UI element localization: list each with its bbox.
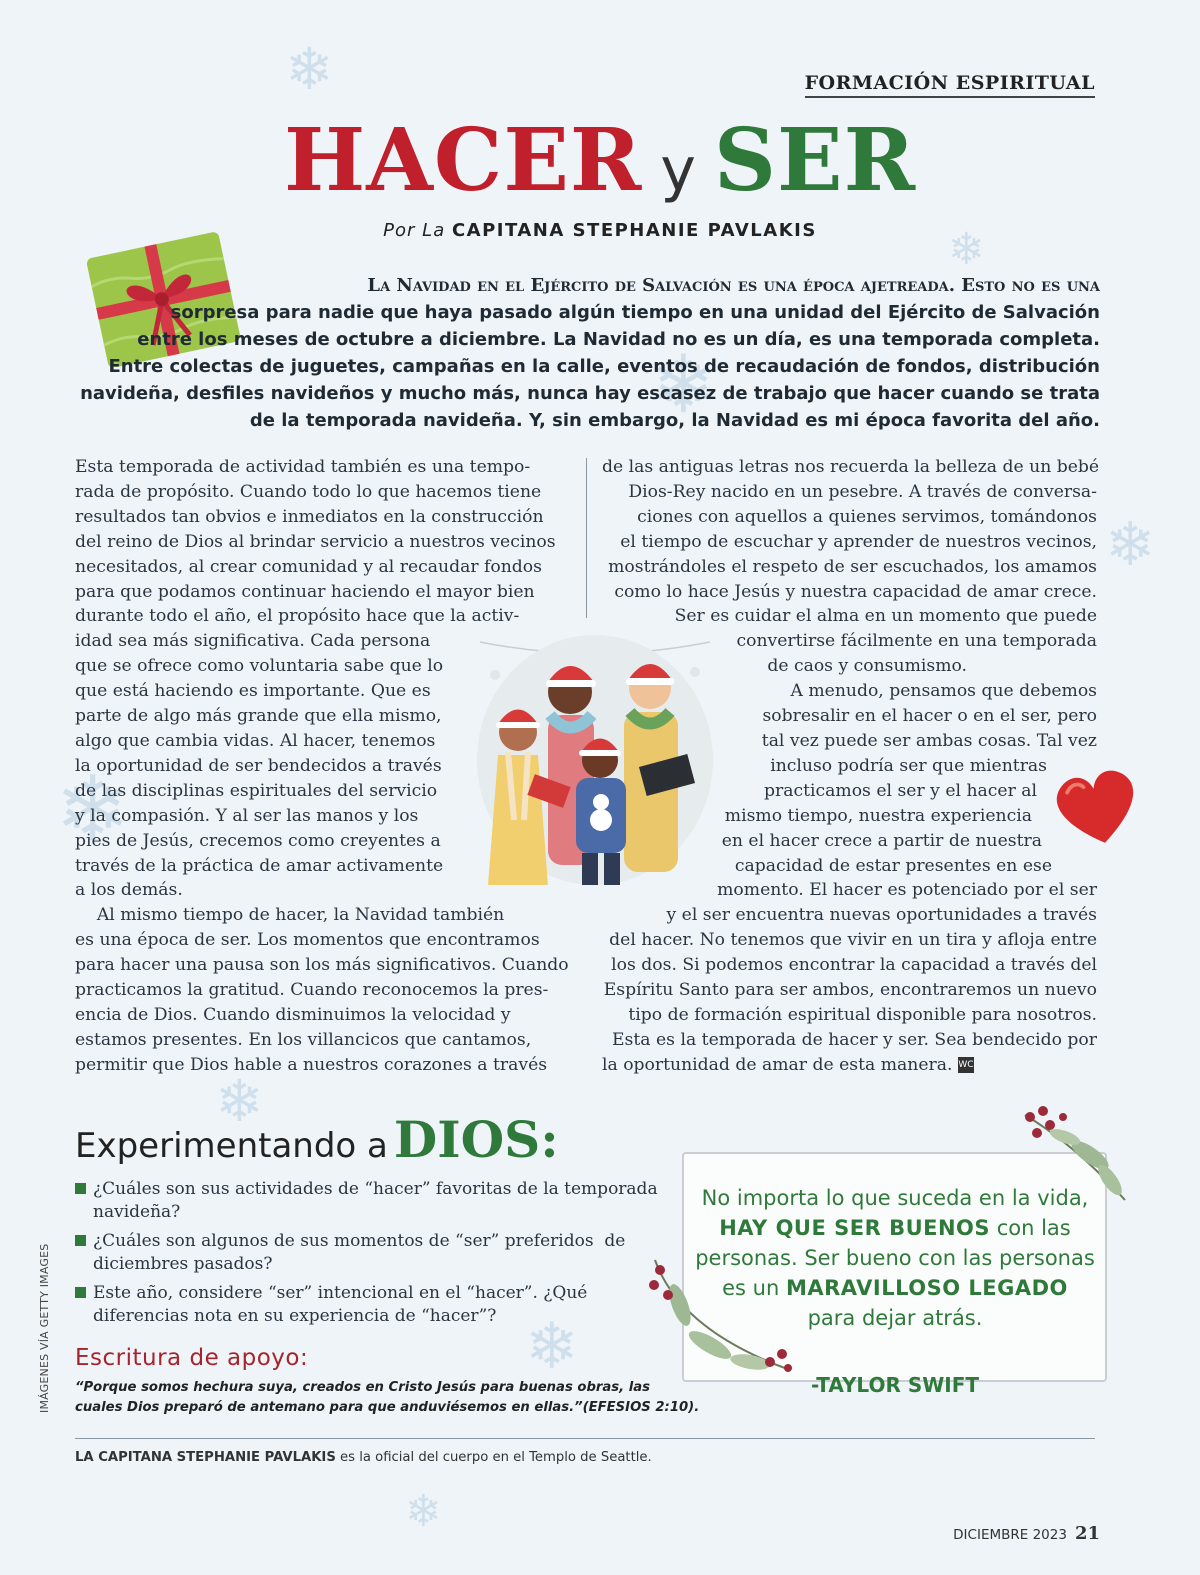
body-line: es una época de ser. Los momentos que encontramos — [75, 930, 540, 951]
question-line: ¿Cuáles son sus actividades de “hacer” favoritas de la temporada — [93, 1179, 658, 1199]
scripture-quote — [75, 1378, 700, 1418]
body-line: mismo tiempo, nuestra experiencia — [724, 805, 1032, 826]
experimentando-lead: Experimentando a — [75, 1126, 388, 1166]
body-line: durante todo el año, el propósito hace que la activ- — [75, 606, 520, 627]
body-line: incluso podría ser que mientras — [770, 755, 1047, 776]
title-hacer: HACER — [283, 110, 643, 211]
body-line: de caos y consumismo. — [767, 656, 967, 677]
body-line: en el hacer crece a partir de nuestra — [721, 830, 1042, 851]
body-line: los dos. Si podemos encontrar la capacidad a través del — [611, 955, 1097, 976]
square-bullet-icon — [75, 1287, 86, 1298]
body-line: practicamos la gratitud. Cuando reconocemos la pres- — [75, 980, 549, 1001]
photo-credit: IMÁGENES VÍA GETTY IMAGES — [38, 1243, 51, 1413]
question-line: Este año, considere “ser” intencional en el “hacer”. ¿Qué — [93, 1283, 588, 1303]
lead-line: entre los meses de octubre a diciembre. La Navidad no es un día, es una temporada completa. — [137, 329, 1100, 350]
quote-line — [685, 1213, 1105, 1243]
body-line: y la compasión. Y al ser las manos y los — [75, 805, 419, 826]
quote-text: con las — [990, 1216, 1071, 1240]
lead-line: navideña, desfiles navideños y mucho más, nunca hay escasez de trabajo que hacer cuando se trata — [80, 383, 1100, 404]
question-line: diferencias nota en su experiencia de “hacer”? — [93, 1306, 497, 1326]
body-line: Ser es cuidar el alma en un momento que puede — [674, 606, 1097, 627]
body-line: para hacer una pausa son los más significativos. Cuando — [75, 955, 569, 976]
body-line: para que podamos continuar haciendo el mayor bien — [75, 581, 535, 602]
body-line: parte de algo más grande que ella mismo, — [75, 706, 442, 727]
end-mark: WC — [958, 1057, 974, 1073]
body-line: Dios-Rey nacido en un pesebre. A través de conversa- — [628, 481, 1097, 502]
body-line: practicamos el ser y el hacer al — [764, 780, 1037, 801]
body-line: algo que cambia vidas. Al hacer, tenemos — [75, 730, 436, 751]
body-line: de las disciplinas espirituales del servicio — [75, 780, 438, 801]
question-line: ¿Cuáles son algunos de sus momentos de “ser” preferidos de — [93, 1231, 626, 1251]
bio-text: es la oficial del cuerpo en el Templo de Seattle. — [335, 1450, 652, 1465]
body-line — [602, 1053, 1097, 1078]
body-line: de las antiguas letras nos recuerda la belleza de un bebé — [602, 457, 1100, 477]
body-line: que se ofrece como voluntaria sabe que lo — [75, 656, 444, 677]
square-bullet-icon — [75, 1183, 86, 1194]
question-line: diciembres pasados? — [93, 1254, 273, 1274]
lead-line: Entre colectas de juguetes, campañas en la calle, eventos de recaudación de fondos, distribución — [108, 356, 1100, 377]
body-line: estamos presentes. En los villancicos que cantamos, — [75, 1029, 532, 1050]
column-divider — [586, 458, 587, 618]
body-line: Espíritu Santo para ser ambos, encontraremos un nuevo — [603, 980, 1097, 1001]
body-line: convertirse fácilmente en una temporada — [736, 631, 1097, 652]
page-title — [0, 110, 1200, 211]
byline-prefix: Por La — [383, 220, 446, 241]
scripture-heading: Escritura de apoyo: — [75, 1345, 309, 1371]
square-bullet-icon — [75, 1235, 86, 1246]
issue-date: DICIEMBRE 2023 — [953, 1527, 1067, 1543]
body-line-text: la oportunidad de amar de esta manera. — [602, 1054, 953, 1075]
body-line: tipo de formación espiritual disponible para nosotros. — [628, 1004, 1097, 1025]
bio-name: LA CAPITANA STEPHANIE PAVLAKIS — [75, 1450, 336, 1465]
body-line: Esta temporada de actividad también es una tempo- — [75, 457, 531, 477]
quote-emphasis: MARAVILLOSO LEGADO — [785, 1276, 1068, 1300]
body-line: ciones con aquellos a quienes servimos, tomándonos — [637, 506, 1097, 527]
snowflake-icon: ❄ — [55, 757, 131, 862]
list-item — [75, 1230, 655, 1276]
question-list — [75, 1178, 658, 1334]
body-line: través de la práctica de amar activamente — [75, 855, 444, 876]
body-line: Al mismo tiempo de hacer, la Navidad también — [75, 905, 505, 926]
carolers-illustration — [470, 620, 720, 895]
body-line: a los demás. — [75, 880, 183, 901]
snowflake-icon: ❄ — [1105, 510, 1156, 580]
body-line: el tiempo de escuchar y aprender de nuestros vecinos, — [620, 531, 1097, 552]
page-footer — [953, 1523, 1100, 1544]
lead-line: sorpresa para nadie que haya pasado algún tiempo en una unidad del Ejército de Salvación — [170, 302, 1100, 323]
list-item — [75, 1282, 655, 1328]
experimentando-heading — [75, 1110, 559, 1169]
body-line: rada de propósito. Cuando todo lo que hacemos tiene — [75, 481, 542, 502]
body-line: Esta es la temporada de hacer y ser. Sea bendecido por — [612, 1029, 1097, 1050]
body-line: mostrándoles el respeto de ser escuchados, los amamos — [608, 556, 1097, 577]
body-line: sobresalir en el hacer o en el ser, pero — [762, 706, 1097, 727]
snowflake-icon: ❄ — [285, 35, 334, 103]
byline-author: CAPITANA STEPHANIE PAVLAKIS — [451, 220, 817, 241]
body-line: resultados tan obvios e inmediatos en la construcción — [75, 506, 544, 527]
quote-line: para dejar atrás. — [807, 1306, 983, 1330]
body-line: del reino de Dios al brindar servicio a nuestros vecinos — [75, 531, 556, 552]
scripture-line: cuales Dios preparó de antemano para que anduviésemos en ellas.”(EFESIOS 2:10). — [75, 1400, 700, 1415]
snowflake-icon: ❄ — [405, 1486, 442, 1537]
snowflake-icon: ❄ — [948, 224, 985, 275]
experimentando-dios: DIOS: — [393, 1110, 559, 1169]
body-line: la oportunidad de ser bendecidos a través — [75, 755, 442, 776]
lead-line: La Navidad en el Ejército de Salvación es una época ajetreada. Esto no es una — [367, 275, 1100, 296]
scripture-line: “Porque somos hechura suya, creados en Cristo Jesús para buenas obras, las — [75, 1380, 651, 1395]
section-tag: FORMACIÓN ESPIRITUAL — [805, 72, 1095, 98]
heart-icon — [1050, 760, 1145, 855]
body-line: como lo hace Jesús y nuestra capacidad de amar crece. — [614, 581, 1097, 602]
body-line: permitir que Dios hable a nuestros corazones a través — [75, 1054, 548, 1075]
body-line: A menudo, pensamos que debemos — [790, 681, 1097, 702]
author-bio — [75, 1450, 652, 1465]
body-line: del hacer. No tenemos que vivir en un tira y afloja entre — [609, 930, 1097, 951]
body-line: tal vez puede ser ambas cosas. Tal vez — [761, 730, 1097, 751]
snowflake-icon: ❄ — [525, 1310, 579, 1384]
snowflake-icon: ❄ — [650, 338, 718, 431]
body-line: pies de Jesús, crecemos como creyentes a — [75, 830, 441, 851]
body-line: capacidad de estar presentes en ese — [734, 855, 1052, 876]
snowflake-icon: ❄ — [215, 1067, 264, 1135]
quote-text: es un — [722, 1276, 786, 1300]
lead-line: de la temporada navideña. Y, sin embargo, la Navidad es mi época favorita del año. — [249, 410, 1100, 431]
quote-emphasis: HAY QUE SER BUENOS — [719, 1216, 991, 1240]
quote-line — [685, 1273, 1105, 1303]
question-line: navideña? — [93, 1202, 181, 1222]
title-connector: y — [660, 135, 696, 205]
quote-author: -TAYLOR SWIFT — [810, 1373, 980, 1397]
divider — [75, 1438, 1095, 1439]
page-number: 21 — [1074, 1523, 1100, 1544]
body-line: que está haciendo es importante. Que es — [75, 681, 431, 702]
body-line: momento. El hacer es potenciado por el ser — [717, 880, 1097, 901]
body-line: idad sea más significativa. Cada persona — [75, 631, 431, 652]
title-ser: SER — [713, 110, 917, 211]
list-item — [75, 1178, 658, 1224]
body-line: encia de Dios. Cuando disminuimos la velocidad y — [75, 1004, 511, 1025]
quote-line: personas. Ser bueno con las personas — [695, 1246, 1095, 1270]
pull-quote — [685, 1183, 1105, 1333]
quote-line: No importa lo que suceda en la vida, — [701, 1186, 1089, 1210]
body-line: y el ser encuentra nuevas oportunidades a través — [666, 905, 1097, 926]
body-line: necesitados, al crear comunidad y al recaudar fondos — [75, 556, 542, 577]
lead-paragraph — [80, 272, 1100, 434]
